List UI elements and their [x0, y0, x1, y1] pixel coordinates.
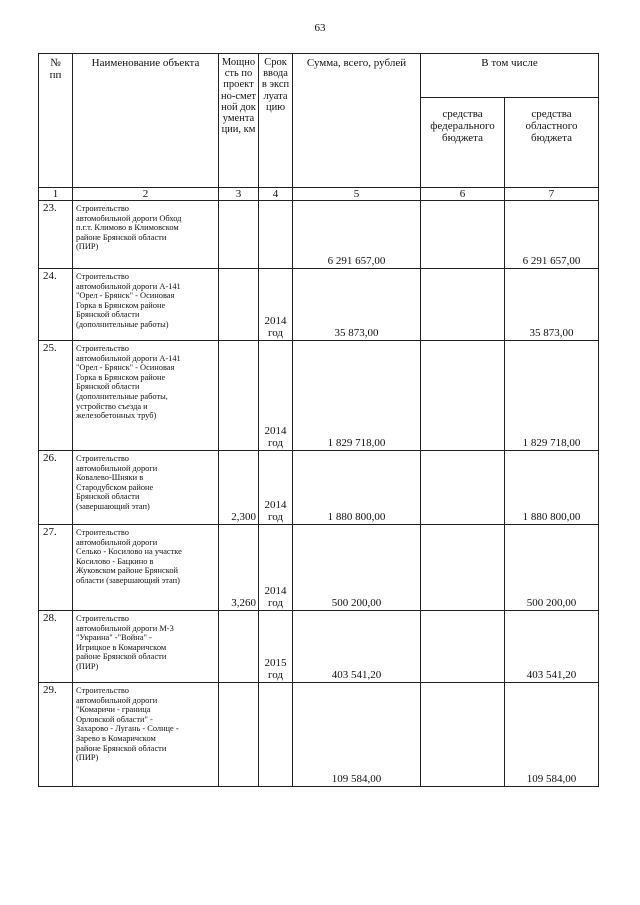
commission-year	[259, 683, 293, 787]
total-sum: 500 200,00	[293, 525, 421, 611]
row-number: 25.	[39, 341, 73, 451]
federal-funds	[421, 341, 505, 451]
commission-year: 2014 год	[259, 451, 293, 525]
total-sum: 109 584,00	[293, 683, 421, 787]
object-name: Строительство автомобильной дороги А-141 "Орел - Брянск" - Осиновая Горка в Брянском районе Брянской области (дополнительные работы, устройство съезда и железобетонных труб)	[73, 341, 219, 451]
regional-funds: 109 584,00	[505, 683, 599, 787]
commission-year	[259, 201, 293, 269]
row-number: 24.	[39, 269, 73, 341]
total-sum: 1 829 718,00	[293, 341, 421, 451]
header-federal: средства федерального бюджета	[421, 98, 505, 188]
object-name: Строительство автомобильной дороги "Комаричи - граница Орловской области" - Захарово - Лугань - Солнце - Зарево в Комаричском районе Брянской области (ПИР)	[73, 683, 219, 787]
header-no: № пп	[39, 54, 73, 188]
column-number: 2	[73, 188, 219, 201]
table-row	[39, 525, 599, 611]
table-row	[39, 341, 599, 451]
commission-year: 2014 год	[259, 269, 293, 341]
column-number: 7	[505, 188, 599, 201]
commission-year: 2014 год	[259, 341, 293, 451]
column-number: 5	[293, 188, 421, 201]
federal-funds	[421, 683, 505, 787]
regional-funds: 1 880 800,00	[505, 451, 599, 525]
total-sum: 403 541,20	[293, 611, 421, 683]
column-number: 4	[259, 188, 293, 201]
table-row	[39, 269, 599, 341]
power-value	[219, 269, 259, 341]
column-number: 6	[421, 188, 505, 201]
power-value: 2,300	[219, 451, 259, 525]
object-name: Строительство автомобильной дороги Обход п.г.т. Климово в Климовском районе Брянской области (ПИР)	[73, 201, 219, 269]
regional-funds: 35 873,00	[505, 269, 599, 341]
page-number: 63	[314, 22, 326, 34]
column-number: 1	[39, 188, 73, 201]
header-year: Срок ввода в эксплуатацию	[259, 54, 293, 188]
header-name: Наименование объекта	[73, 54, 219, 188]
power-value	[219, 611, 259, 683]
header-regional: средства областного бюджета	[505, 98, 599, 188]
row-number: 29.	[39, 683, 73, 787]
power-value	[219, 341, 259, 451]
column-number: 3	[219, 188, 259, 201]
table-row	[39, 451, 599, 525]
row-number: 27.	[39, 525, 73, 611]
commission-year: 2014 год	[259, 525, 293, 611]
table-row	[39, 201, 599, 269]
table-row	[39, 611, 599, 683]
total-sum: 6 291 657,00	[293, 201, 421, 269]
total-sum: 35 873,00	[293, 269, 421, 341]
federal-funds	[421, 525, 505, 611]
header-sum: Сумма, всего, рублей	[293, 54, 421, 188]
federal-funds	[421, 201, 505, 269]
power-value	[219, 683, 259, 787]
regional-funds: 403 541,20	[505, 611, 599, 683]
header-including: В том числе	[421, 54, 599, 98]
commission-year: 2015 год	[259, 611, 293, 683]
federal-funds	[421, 269, 505, 341]
budget-table	[38, 53, 599, 787]
power-value	[219, 201, 259, 269]
row-number: 26.	[39, 451, 73, 525]
object-name: Строительство автомобильной дороги М-3 "Украина" -"Война" - Игрицкое в Комаричском районе Брянской области (ПИР)	[73, 611, 219, 683]
row-number: 28.	[39, 611, 73, 683]
header-power: Мощность по проектно-сметной документации, км	[219, 54, 259, 188]
federal-funds	[421, 611, 505, 683]
federal-funds	[421, 451, 505, 525]
object-name: Строительство автомобильной дороги Селько - Косилово на участке Косилово - Бацкино в Жуковском районе Брянской области (завершающий этап)	[73, 525, 219, 611]
row-number: 23.	[39, 201, 73, 269]
object-name: Строительство автомобильной дороги Ковалево-Шняки в Стародубском районе Брянской области (завершающий этап)	[73, 451, 219, 525]
regional-funds: 1 829 718,00	[505, 341, 599, 451]
power-value: 3,260	[219, 525, 259, 611]
object-name: Строительство автомобильной дороги А-141 "Орел - Брянск" - Осиновая Горка в Брянском районе Брянской области (дополнительные работы)	[73, 269, 219, 341]
table-row	[39, 683, 599, 787]
regional-funds: 6 291 657,00	[505, 201, 599, 269]
regional-funds: 500 200,00	[505, 525, 599, 611]
total-sum: 1 880 800,00	[293, 451, 421, 525]
